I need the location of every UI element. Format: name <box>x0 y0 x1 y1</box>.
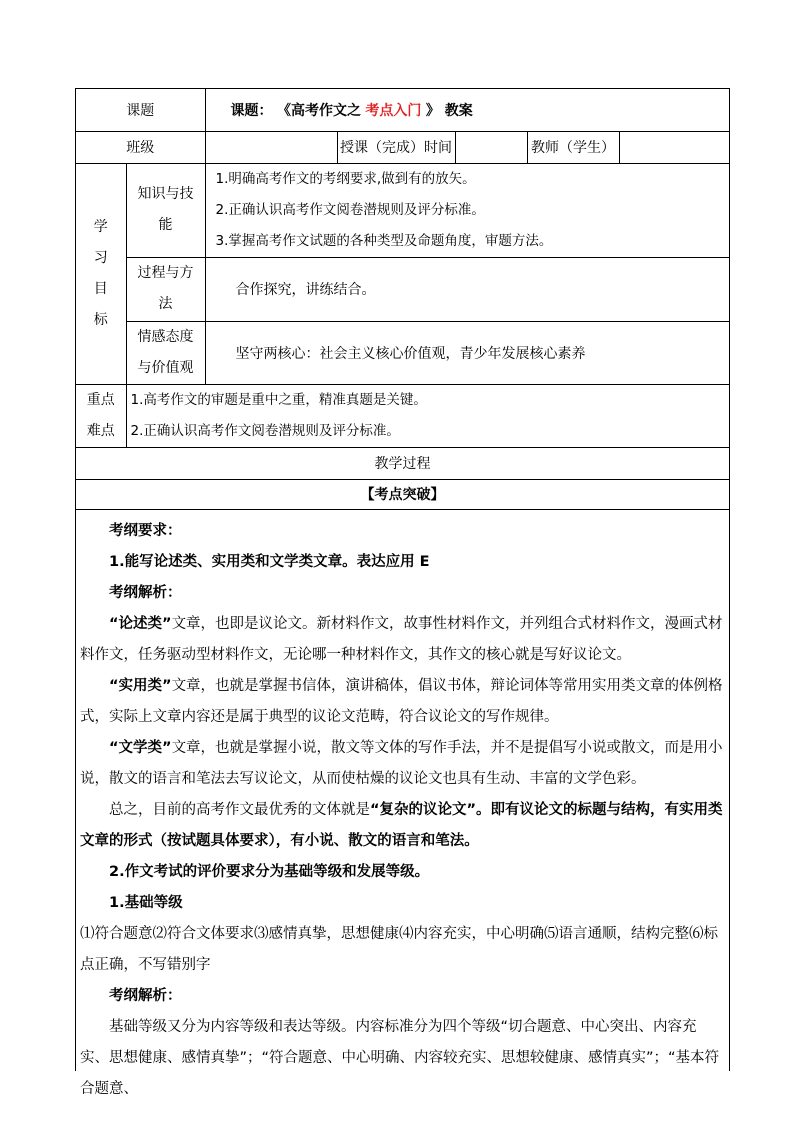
process-label-line: 过程与方 <box>137 265 194 281</box>
time-label: 授课（完成）时间 <box>337 131 455 163</box>
analysis-label: 考纲解析： <box>109 584 182 601</box>
side-char: 目 <box>93 280 108 297</box>
term-practical: “实用类” <box>109 677 172 694</box>
topic-title-b: 》 教案 <box>425 102 473 119</box>
keypoints-label <box>76 384 126 447</box>
topic-value <box>205 89 729 131</box>
lesson-plan-page <box>75 88 730 1097</box>
topic-label: 课题 <box>76 89 205 131</box>
side-char: 学 <box>93 218 108 235</box>
objectives-side-label <box>76 163 126 384</box>
process-title-row <box>76 447 729 479</box>
basic-level-title: 1.基础等级 <box>109 894 183 911</box>
req-item-1: 1.能写论述类、实用类和文学类文章。表达应用 E <box>109 553 430 570</box>
keypoints-label-line: 难点 <box>86 422 115 439</box>
emotion-label-line: 与价值观 <box>137 359 194 376</box>
content-cell <box>76 509 729 1105</box>
paragraph-literary <box>80 733 725 795</box>
knowledge-item: 1.明确高考作文的考纲要求,做到有的放矢。 <box>215 170 476 187</box>
knowledge-label-line: 知识与技 <box>137 186 194 202</box>
paragraph-practical <box>80 671 725 733</box>
topic-row <box>76 89 729 131</box>
emotion-label-line: 情感态度 <box>137 328 194 345</box>
section-title: 【考点突破】 <box>76 479 729 509</box>
side-char: 习 <box>93 249 108 266</box>
paragraph-text: 文章，也即是议论文。新材料作文，故事性材料作文，并列组合式材料作文，漫画式材料作文，任务驱动型材料作文，无论哪一种材料作文，其作文的核心就是写好议论文。 <box>80 615 723 663</box>
side-char: 标 <box>93 311 108 328</box>
req-item-2: 2.作文考试的评价要求分为基础等级和发展等级。 <box>109 863 430 880</box>
paragraph-text: 总之，目前的高考作文最优秀的文体就是 <box>109 801 370 818</box>
knowledge-row <box>76 163 729 257</box>
analysis-label-2: 考纲解析： <box>109 987 182 1004</box>
topic-title-highlight: 考点入门 <box>365 102 422 119</box>
topic-prefix: 课题： <box>230 102 273 119</box>
knowledge-label-line: 能 <box>158 217 173 233</box>
emotion-row <box>76 321 729 384</box>
content-row <box>76 509 729 1105</box>
term-literary: “文学类” <box>109 739 172 756</box>
keypoints-label-line: 重点 <box>86 391 115 408</box>
paragraph-basic-levels: 基础等级又分为内容等级和表达等级。内容标准分为四个等级“切合题意、中心突出、内容充实、思想健康、感情真挚”；“符合题意、中心明确、内容较充实、思想较健康、感情真实”；“基本符合题意、 <box>80 1018 720 1097</box>
keypoint-item: 2.正确认识高考作文阅卷潜规则及评分标准。 <box>130 422 400 439</box>
time-value <box>455 131 527 163</box>
process-method-text: 合作探究，讲练结合。 <box>205 257 729 321</box>
lesson-plan-table <box>76 89 729 1105</box>
keypoints-row <box>76 384 729 447</box>
knowledge-item: 3.掌握高考作文试题的各种类型及命题角度，审题方法。 <box>215 232 553 249</box>
class-row <box>76 131 729 163</box>
keypoint-item: 1.高考作文的审题是重中之重，精准真题是关键。 <box>130 391 427 408</box>
knowledge-items <box>205 163 729 257</box>
class-value <box>205 131 337 163</box>
process-method-label <box>126 257 205 321</box>
topic-title-a: 《高考作文之 <box>276 102 361 119</box>
process-label-line: 法 <box>158 296 173 312</box>
content-body <box>76 510 729 1105</box>
emotion-text: 坚守两核心：社会主义核心价值观，青少年发展核心素养 <box>205 321 729 384</box>
paragraph-summary <box>80 795 725 857</box>
process-title: 教学过程 <box>76 447 729 479</box>
paragraph-argumentative <box>80 609 725 671</box>
req-label: 考纲要求： <box>109 522 182 539</box>
class-label: 班级 <box>76 131 205 163</box>
teacher-label: 教师（学生） <box>527 131 619 163</box>
teacher-value <box>619 131 729 163</box>
basic-level-items: ⑴符合题意⑵符合文体要求⑶感情真挚，思想健康⑷内容充实，中心明确⑸语言通顺，结构完整⑹标点正确，不写错别字 <box>80 925 718 973</box>
keypoints-items <box>126 384 729 447</box>
emotion-label <box>126 321 205 384</box>
paragraph-text: 文章，也就是掌握书信体，演讲稿体，倡议书体，辩论词体等常用实用类文章的体例格式，实际上文章内容还是属于典型的议论文范畴，符合议论文的写作规律。 <box>80 677 723 725</box>
knowledge-item: 2.正确认识高考作文阅卷潜规则及评分标准。 <box>215 201 485 218</box>
knowledge-label <box>126 163 205 257</box>
term-argumentative: “论述类” <box>109 615 172 632</box>
summary-emphasis: “复杂的议论文”。即有议论文的标题与结构，有实用类文章的形式（按试题具体要求），有小说、散文的语言和笔法。 <box>80 801 723 849</box>
section-title-row <box>76 479 729 509</box>
paragraph-text: 文章，也就是掌握小说，散文等文体的写作手法，并不是提倡写小说或散文，而是用小说，散文的语言和笔法去写议论文，从而使枯燥的议论文也具有生动、丰富的文学色彩。 <box>80 739 723 787</box>
process-method-row <box>76 257 729 321</box>
